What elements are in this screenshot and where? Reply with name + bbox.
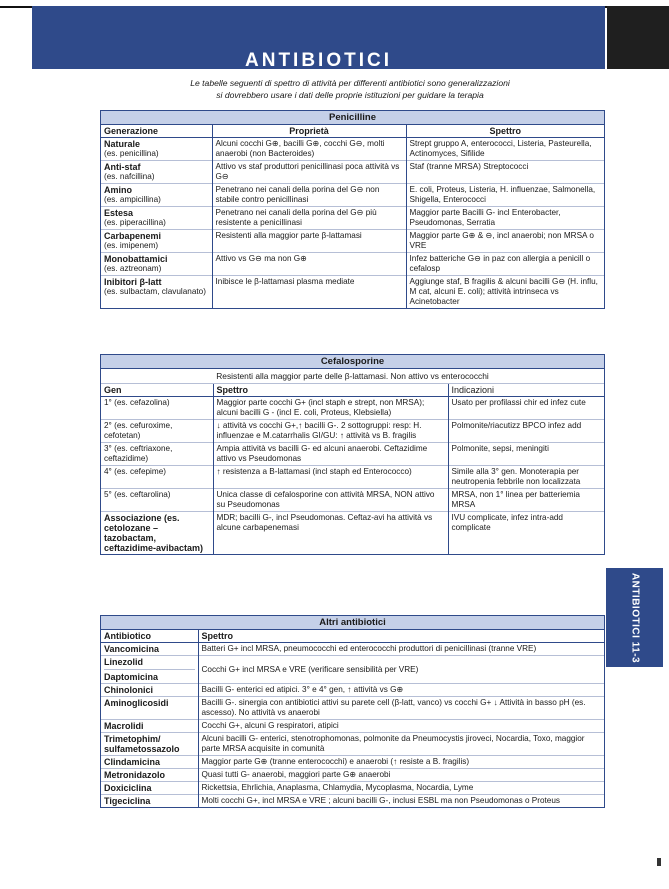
table-row [101,420,604,443]
generation-name: Estesa [104,208,134,218]
altri-title: Altri antibiotici [101,616,604,630]
antibiotic-cell [101,795,198,808]
col-header: Generazione [101,125,212,138]
property-cell: Inibisce le β-lattamasi plasma mediate [212,276,406,309]
property-cell: Penetrano nei canali della porina del G⊖ non stabile contro penicillinasi [212,184,406,207]
antibiotic-cell [101,782,198,795]
spectrum-cell: ↑ resistenza a B-lattamasi (incl staph ed Enterococco) [213,466,448,489]
generation-name: Inibitori β-latt [104,277,162,287]
table-row [101,697,604,720]
intro-line-1: Le tabelle seguenti di spettro di attività per differenti antibiotici sono generalizzazioni [190,78,510,88]
table-row [101,795,604,808]
indication-cell: Polmonite/riacutizz BPCO infez add [448,420,604,443]
edge-mark [657,858,661,866]
cefalosporine-note: Resistenti alla maggior parte delle β-lattamasi. Non attivo vs enterococchi [101,369,604,384]
spectrum-cell: Molti cocchi G+, incl MRSA e VRE ; alcuni bacilli G-, inclusi ESBL ma non Pseudomonas o Proteus [198,795,604,808]
antibiotic-name: Metronidazolo [104,770,165,780]
table-row [101,756,604,769]
property-cell: Alcuni cocchi G⊕, bacilli G⊕, cocchi G⊖, molti anaerobi (non Bacteroides) [212,138,406,161]
antibiotic-name: Macrolidi [104,721,144,731]
generation-example: (es. piperacillina) [104,218,166,227]
penicilline-section [100,110,605,309]
page-title: ANTIBIOTICI [245,50,392,71]
table-row [101,733,604,756]
antibiotic-name: Doxiciclina [104,783,152,793]
table-row [101,397,604,420]
antibiotic-cell [101,697,198,720]
generation-example: (es. sulbactam, clavulanato) [104,287,206,296]
antibiotic-cell [101,769,198,782]
table-row [101,443,604,466]
antibiotic-name: Aminoglicosidi [104,698,169,708]
spectrum-cell: Rickettsia, Ehrlichia, Anaplasma, Chlamydia, Mycoplasma, Nocardia, Lyme [198,782,604,795]
spectrum-cell: Aggiunge staf, B fragilis & alcuni bacilli G⊖ (H. influ, M cat, alcuni E. coli); attività intrinseca vs Acinetobacter [406,276,604,309]
col-header: Spettro [406,125,604,138]
title-banner [32,6,605,69]
antibiotic-cell [101,656,198,684]
table-row [101,230,604,253]
spectrum-cell: E. coli, Proteus, Listeria, H. influenzae, Salmonella, Shigella, Enterococci [406,184,604,207]
property-cell: Resistenti alla maggior parte β-lattamasi [212,230,406,253]
generation-cell: 4° (es. cefepime) [101,466,213,489]
antibiotic-name: Tigeciclina [104,796,151,806]
antibiotic-name: Trimetophim/ sulfametossazolo [104,734,180,754]
spectrum-cell: Strept gruppo A, enterococci, Listeria, Pasteurella, Actinomyces, Sifilide [406,138,604,161]
indication-cell: MRSA, non 1° linea per batteriemia MRSA [448,489,604,512]
generation-cell [101,253,212,276]
spectrum-cell: Quasi tutti G- anaerobi, maggiori parte G⊕ anaerobi [198,769,604,782]
property-cell: Penetrano nei canali della porina del G⊖ più resistente a penicillinasi [212,207,406,230]
cefalosporine-table [101,384,604,554]
indication-cell: Usato per profilassi chir ed infez cute [448,397,604,420]
generation-name: Monobattamici [104,254,168,264]
table-row [101,782,604,795]
col-header: Gen [101,384,213,397]
antibiotic-name: Linezolid [104,657,143,667]
antibiotic-name: Daptomicina [104,669,195,682]
table-row [101,184,604,207]
penicilline-table [101,125,604,308]
table-row [101,207,604,230]
spectrum-cell: Maggior parte G⊕ (tranne enterococchi) e anaerobi (↑ resiste a B. fragilis) [198,756,604,769]
indication-cell: IVU complicate, infez intra-add complicate [448,512,604,555]
generation-cell: Associazione (es. cetolozane – tazobactam, ceftazidime-avibactam) [101,512,213,555]
col-header: Spettro [198,630,604,643]
side-tab-label: ANTIBIOTICI 11-3 [629,572,640,663]
property-cell: Attivo vs G⊖ ma non G⊕ [212,253,406,276]
antibiotic-name: Chinolonici [104,685,153,695]
indication-cell: Polmonite, sepsi, meningiti [448,443,604,466]
generation-name: Anti-staf [104,162,141,172]
table-row [101,276,604,309]
generation-name: Carbapenemi [104,231,162,241]
table-row [101,489,604,512]
table-row [101,720,604,733]
antibiotic-name: Vancomicina [104,644,160,654]
generation-example: (es. aztreonam) [104,264,162,273]
altri-section [100,615,605,808]
antibiotic-cell [101,643,198,656]
generation-example: (es. nafcillina) [104,172,155,181]
spectrum-cell: Maggior parte Bacilli G- incl Enterobacter, Pseudomonas, Serratia [406,207,604,230]
spectrum-cell: Cocchi G+, alcuni G respiratori, atipici [198,720,604,733]
spectrum-cell: Ampia attività vs bacilli G- ed alcuni anaerobi. Ceftazidime attivo vs Pseudomonas [213,443,448,466]
generation-name: Naturale [104,139,141,149]
spectrum-cell: ↓ attività vs cocchi G+,↑ bacilli G-. 2 sottogruppi: resp: H. influenzae e M.catarrhalis GI/GU: ↑ attività vs B. fragilis [213,420,448,443]
table-row [101,684,604,697]
spectrum-cell: Unica classe di cefalosporine con attività MRSA, NON attivo su Pseudomonas [213,489,448,512]
generation-example: (es. imipenem) [104,241,159,250]
col-header: Spettro [213,384,448,397]
corner-block [607,6,669,69]
col-header: Proprietà [212,125,406,138]
generation-cell: 2° (es. cefuroxime, cefotetan) [101,420,213,443]
generation-cell [101,230,212,253]
spectrum-cell: Bacilli G-. sinergia con antibiotici attivi su parete cell (β-latt, vanco) vs cocchi G+ ↓ Attività in basso pH (es. ascesso). No attività vs anaerobi [198,697,604,720]
generation-cell [101,207,212,230]
property-cell: Attivo vs staf produttori penicillinasi poca attività vs G⊖ [212,161,406,184]
generation-cell [101,276,212,309]
generation-name: Amino [104,185,132,195]
table-row [101,512,604,555]
intro-line-2: si dovrebbero usare i dati delle proprie istituzioni per guidare la terapia [216,90,484,100]
indication-cell: Simile alla 3° gen. Monoterapia per neutropenia febbrile non localizzata [448,466,604,489]
generation-cell: 1° (es. cefazolina) [101,397,213,420]
table-row [101,253,604,276]
spectrum-cell: MDR; bacilli G-, incl Pseudomonas. Ceftaz-avi ha attività vs alcune carbapenemasi [213,512,448,555]
side-tab[interactable] [606,568,663,667]
generation-cell [101,161,212,184]
altri-table [101,630,604,807]
cefalosporine-title: Cefalosporine [101,355,604,369]
generation-cell: 3° (es. ceftriaxone, ceftazidime) [101,443,213,466]
antibiotic-cell [101,720,198,733]
penicilline-title: Penicilline [101,111,604,125]
table-row [101,643,604,656]
spectrum-cell: Batteri G+ incl MRSA, pneumococchi ed enterococchi produttori di penicillinasi (tranne VRE) [198,643,604,656]
spectrum-cell: Bacilli G- enterici ed atipici. 3° e 4° gen, ↑ attività vs G⊕ [198,684,604,697]
table-row [101,769,604,782]
table-row [101,161,604,184]
antibiotic-cell [101,733,198,756]
generation-cell [101,138,212,161]
spectrum-cell: Maggior parte G⊕ & ⊖, incl anaerobi; non MRSA o VRE [406,230,604,253]
generation-example: (es. ampicillina) [104,195,161,204]
table-row [101,466,604,489]
spectrum-cell: Maggior parte cocchi G+ (incl staph e strept, non MRSA); alcuni bacilli G - (incl E. coli, Proteus, Klebsiella) [213,397,448,420]
antibiotic-cell [101,756,198,769]
col-header: Indicazioni [448,384,604,397]
antibiotic-cell [101,684,198,697]
generation-cell [101,184,212,207]
spectrum-cell: Cocchi G+ incl MRSA e VRE (verificare sensibilità per VRE) [198,656,604,684]
cefalosporine-section [100,354,605,555]
intro-text [100,77,600,101]
spectrum-cell: Staf (tranne MRSA) Streptococci [406,161,604,184]
generation-example: (es. penicillina) [104,149,159,158]
spectrum-cell: Alcuni bacilli G- enterici, stenotrophomonas, polmonite da Pneumocystis jiroveci, Nocardia, Toxo, maggior parte MRSA acquisite in comunità [198,733,604,756]
col-header: Antibiotico [101,630,198,643]
generation-cell: 5° (es. ceftarolina) [101,489,213,512]
spectrum-cell: Infez batteriche G⊖ in paz con allergia a penicill o cefalosp [406,253,604,276]
table-row [101,138,604,161]
table-row [101,656,604,684]
antibiotic-name: Clindamicina [104,757,161,767]
